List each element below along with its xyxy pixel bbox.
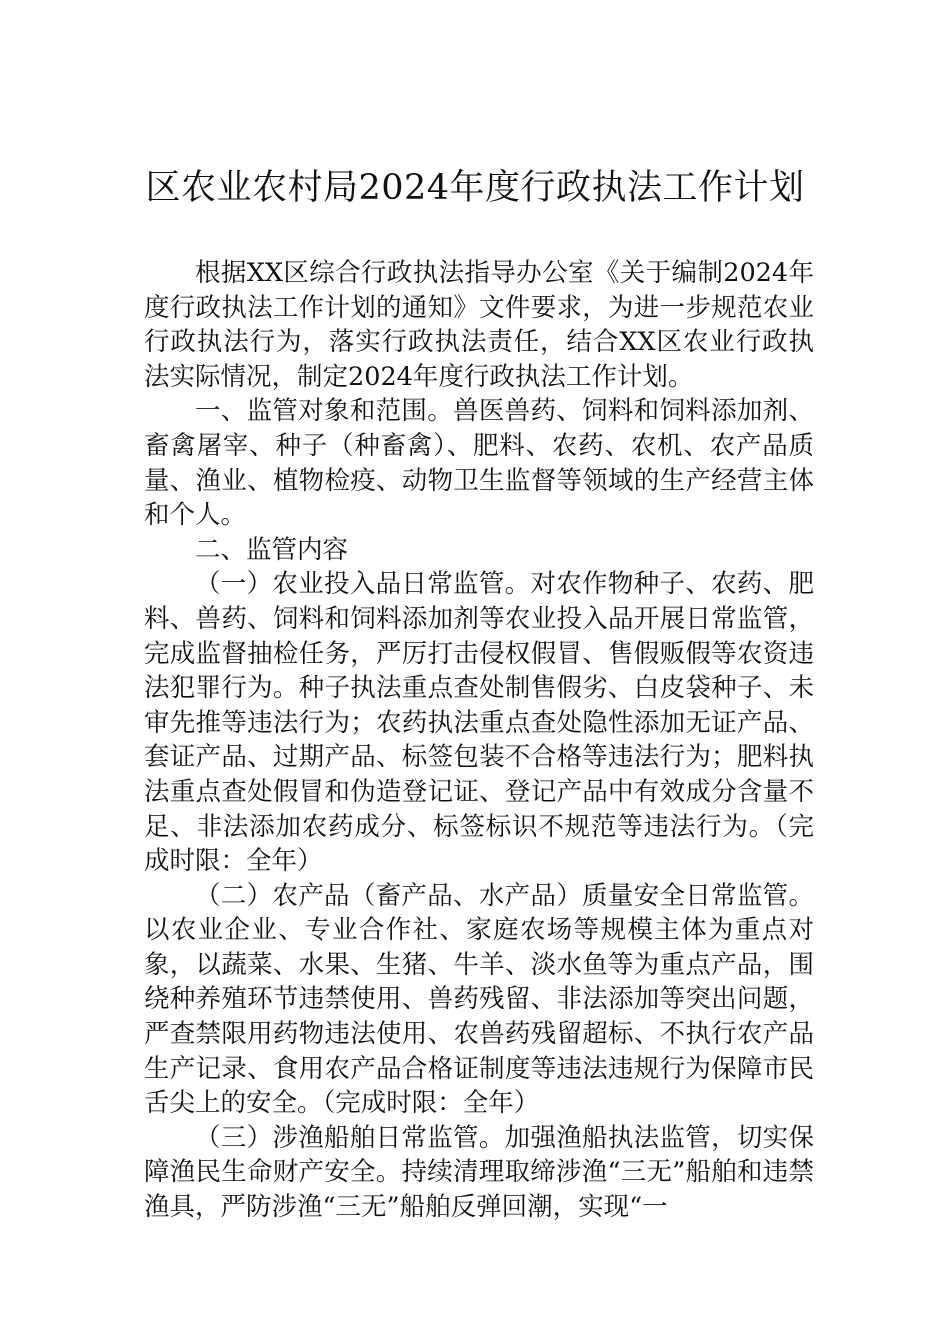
paragraph-fishing-vessels: （三）涉渔船舶日常监管。加强渔船执法监管，切实保障渔民生命财产安全。持续清理取缔涉渔“三无”船舶和违禁渔具，严防涉渔“三无”船舶反弹回潮，实现“一 xyxy=(144,1122,814,1223)
paragraph-scope: 一、监管对象和范围。兽医兽药、饲料和饲料添加剂、畜禽屠宰、种子（种畜禽）、肥料、农药、农机、农产品质量、渔业、植物检疫、动物卫生监督等领域的生产经营主体和个人。 xyxy=(144,396,814,531)
paragraph-inputs-supervision: （一）农业投入品日常监管。对农作物种子、农药、肥料、兽药、饲料和饲料添加剂等农业投入品开展日常监管，完成监督抽检任务，严厉打击侵权假冒、售假贩假等农资违法犯罪行为。种子执法重点查处制售假劣、白皮袋种子、未审先推等违法行为；农药执法重点查处隐性添加无证产品、套证产品、过期产品、标签包装不合格等违法行为；肥料执法重点查处假冒和伪造登记证、登记产品中有效成分含量不足、非法添加农药成分、标签标识不规范等违法行为。（完成时限：全年） xyxy=(144,569,814,877)
section-heading-content: 二、监管内容 xyxy=(195,534,349,565)
paragraph-product-quality: （二）农产品（畜产品、水产品）质量安全日常监管。以农业企业、专业合作社、家庭农场等规模主体为重点对象，以蔬菜、水果、生猪、牛羊、淡水鱼等为重点产品，围绕种养殖环节违禁使用、兽药残留、非法添加等突出问题，严查禁限用药物违法使用、农兽药残留超标、不执行农产品生产记录、食用农产品合格证制度等违法违规行为保障市民舌尖上的安全。（完成时限：全年） xyxy=(144,880,814,1119)
document-title: 区农业农村局2024年度行政执法工作计划 xyxy=(145,168,805,208)
document-body xyxy=(144,256,814,1225)
paragraph-intro: 根据XX区综合行政执法指导办公室《关于编制2024年度行政执法工作计划的通知》文件要求，为进一步规范农业行政执法行为，落实行政执法责任，结合XX区农业行政执法实际情况，制定2024年度行政执法工作计划。 xyxy=(144,258,814,392)
